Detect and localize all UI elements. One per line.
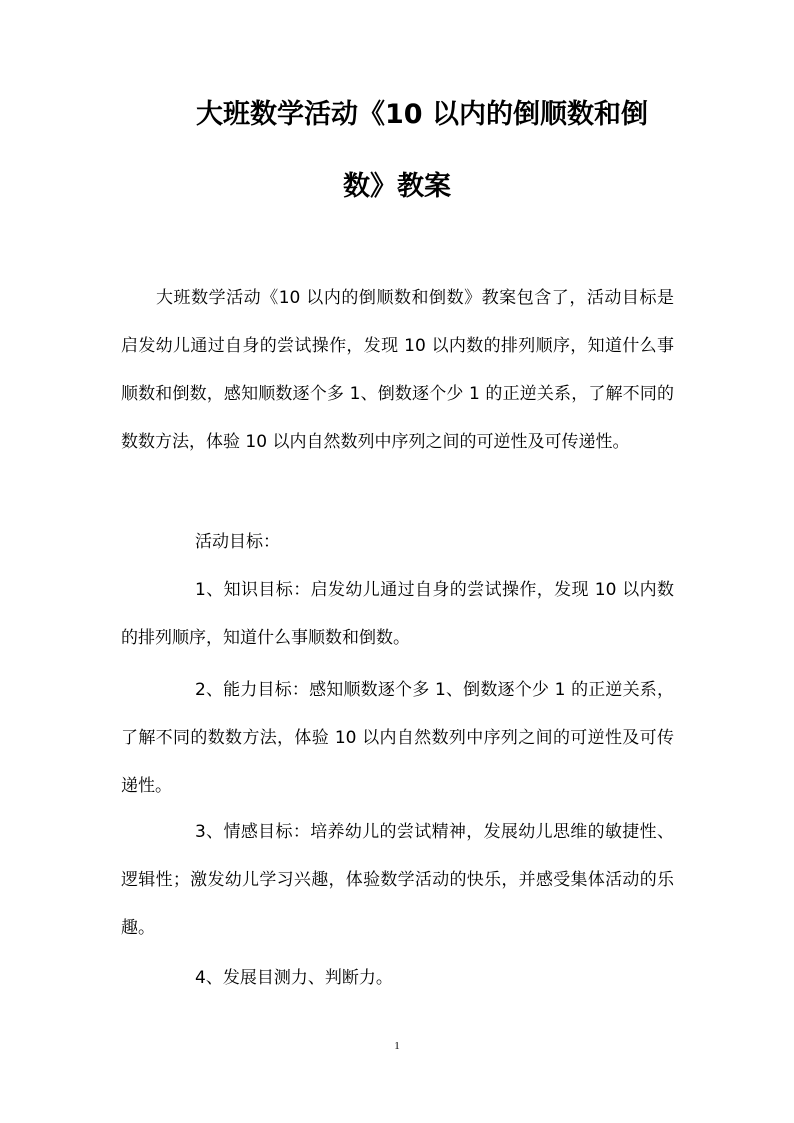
goal-ability-paragraph: 2、能力目标：感知顺数逐个多 1、倒数逐个少 1 的正逆关系，了解不同的数数方法，体验 10 以内自然数列中序列之间的可逆性及可传递性。 (121, 680, 674, 796)
title-line-2: 数》教案 (343, 171, 451, 202)
page-number: 1 (394, 1040, 400, 1052)
intro-paragraph: 大班数学活动《10 以内的倒顺数和倒数》教案包含了，活动目标是启发幼儿通过自身的尝试操作，发现 10 以内数的排列顺序，知道什么事顺数和倒数，感知顺数逐个多 1、倒数逐个少 1 的正逆关系，了解不同的数数方法，体验 10 以内自然数列中序列之间的可逆性及可传递性。 (121, 288, 674, 452)
goal-emotion-paragraph: 3、情感目标：培养幼儿的尝试精神，发展幼儿思维的敏捷性、逻辑性；激发幼儿学习兴趣，体验数学活动的快乐，并感受集体活动的乐趣。 (121, 822, 674, 938)
title-line-1: 大班数学活动《10 以内的倒顺数和倒 (196, 99, 648, 130)
goal-judgement-paragraph: 4、发展目测力、判断力。 (195, 968, 393, 988)
goals-heading: 活动目标： (195, 532, 280, 552)
goal-knowledge-paragraph: 1、知识目标：启发幼儿通过自身的尝试操作，发现 10 以内数的排列顺序，知道什么事顺数和倒数。 (121, 580, 674, 648)
